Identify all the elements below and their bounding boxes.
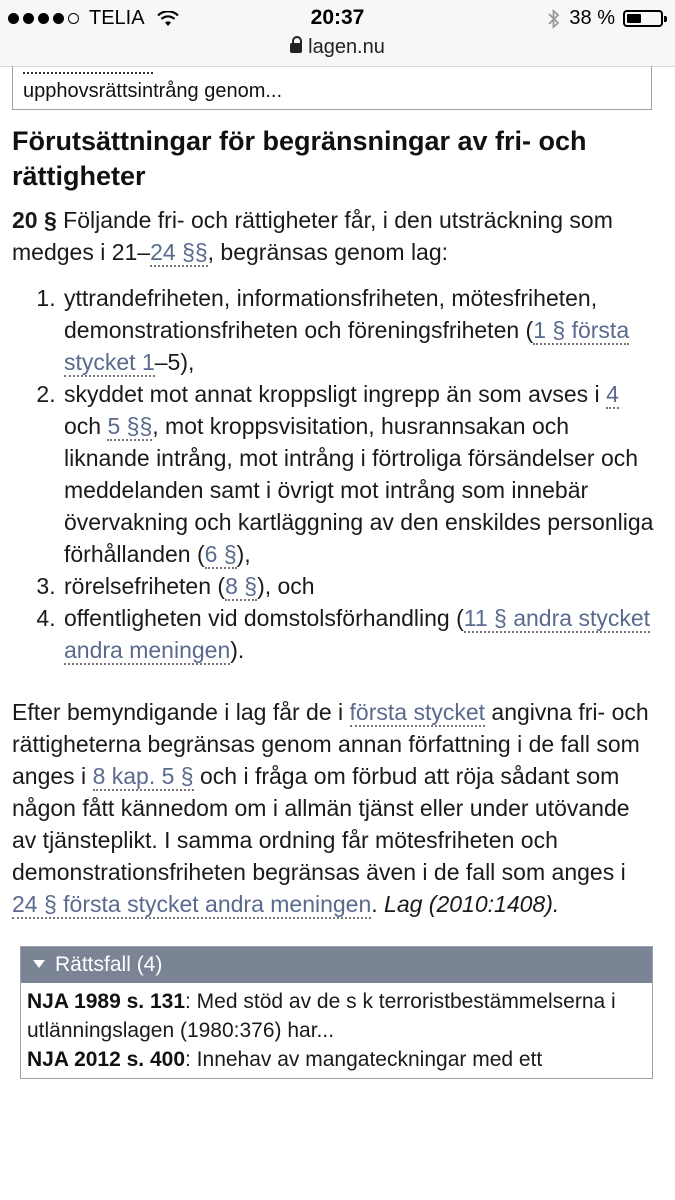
- rights-list: [12, 282, 657, 666]
- battery-percent: 38 %: [569, 7, 615, 29]
- case-link[interactable]: NJA 2012 s. 400: [27, 1048, 186, 1071]
- ref-link[interactable]: 6 §: [204, 541, 237, 567]
- url-bar[interactable]: [0, 36, 675, 67]
- paragraph-second: Efter bemyndigande i lag får de i första stycket angivna fri- och rättigheterna begränsas genom annan författning i de fall som anges i 8 kap. 5 § och i fråga om förbud att röja sådant som någon fått kännedom om i allmän tjänst eller under utövande av tjänsteplikt. I samma ordning får mötesfriheten och demonstrationsfriheten begränsas även i de fall som anges i 24 § första stycket andra meningen. Lag (2010:1408).: [12, 699, 649, 917]
- bluetooth-icon: [547, 9, 561, 29]
- previous-box-text: upphovsrättsintrång genom...: [23, 80, 283, 102]
- case-item: NJA 1989 s. 131: Med stöd av de s k terroristbestämmelserna i utlänningslagen (1980:376) har...: [27, 990, 616, 1042]
- ref-link[interactable]: 24 § första stycket andra meningen: [12, 891, 372, 917]
- battery-icon: [623, 10, 663, 27]
- ref-link[interactable]: 11 § andra stycket andra meningen: [64, 605, 651, 663]
- triangle-down-icon: [33, 960, 45, 968]
- case-link[interactable]: NJA 1989 s. 131: [27, 990, 186, 1013]
- ref-link[interactable]: 1 § första stycket 1: [64, 317, 630, 375]
- page-content: [12, 66, 657, 1079]
- status-bar: [0, 0, 675, 36]
- ref-link[interactable]: 24 §§: [150, 239, 208, 265]
- paragraph-text: , begränsas genom lag:: [207, 239, 449, 265]
- list-item: 2. skyddet mot annat kroppsligt ingrepp än som avses i 4 och 5 §§, mot kroppsvisitation, husrannsakan och liknande intrång, mot intrång i förtroliga försändelser och meddelanden samt i övrigt mot intrång som innebär övervakning och kartläggning av den enskildes personliga förhållanden (6 §),: [62, 378, 657, 570]
- section-heading: Förutsättningar för begränsningar av fri- och rättigheter: [12, 126, 587, 191]
- cases-panel-title: Rättsfall (4): [55, 953, 163, 976]
- ref-link[interactable]: 8 §: [225, 573, 258, 599]
- lock-icon: [290, 43, 302, 53]
- url-host: lagen.nu: [308, 36, 385, 58]
- ref-link[interactable]: 5 §§: [107, 413, 153, 439]
- ref-link[interactable]: första stycket: [349, 699, 486, 725]
- list-item: 1. yttrandefriheten, informationsfriheten, mötesfriheten, demonstrationsfriheten och föreningsfriheten (1 § första stycket 1–5),: [62, 282, 657, 378]
- previous-box: [12, 66, 652, 110]
- paragraph-20: [12, 204, 657, 268]
- case-item: NJA 2012 s. 400: Innehav av mangateckningar med ett: [27, 1048, 543, 1071]
- cases-panel-toggle[interactable]: [21, 947, 652, 983]
- list-item: 4. offentligheten vid domstolsförhandling (11 § andra stycket andra meningen).: [62, 602, 657, 666]
- paragraph-text: Följande fri- och rättigheter får, i den utsträckning som medges i 21–: [12, 207, 613, 265]
- truncated-link-underline[interactable]: [23, 72, 153, 74]
- ref-link[interactable]: 8 kap. 5 §: [92, 763, 194, 789]
- cases-panel: [20, 946, 653, 1079]
- list-item: 3. rörelsefriheten (8 §), och: [62, 570, 657, 602]
- carrier-name: TELIA: [89, 7, 145, 29]
- clock: 20:37: [310, 6, 365, 29]
- ref-link[interactable]: 4: [606, 381, 619, 407]
- law-note: Lag (2010:1408).: [384, 891, 560, 917]
- paragraph-number: 20 §: [12, 207, 57, 233]
